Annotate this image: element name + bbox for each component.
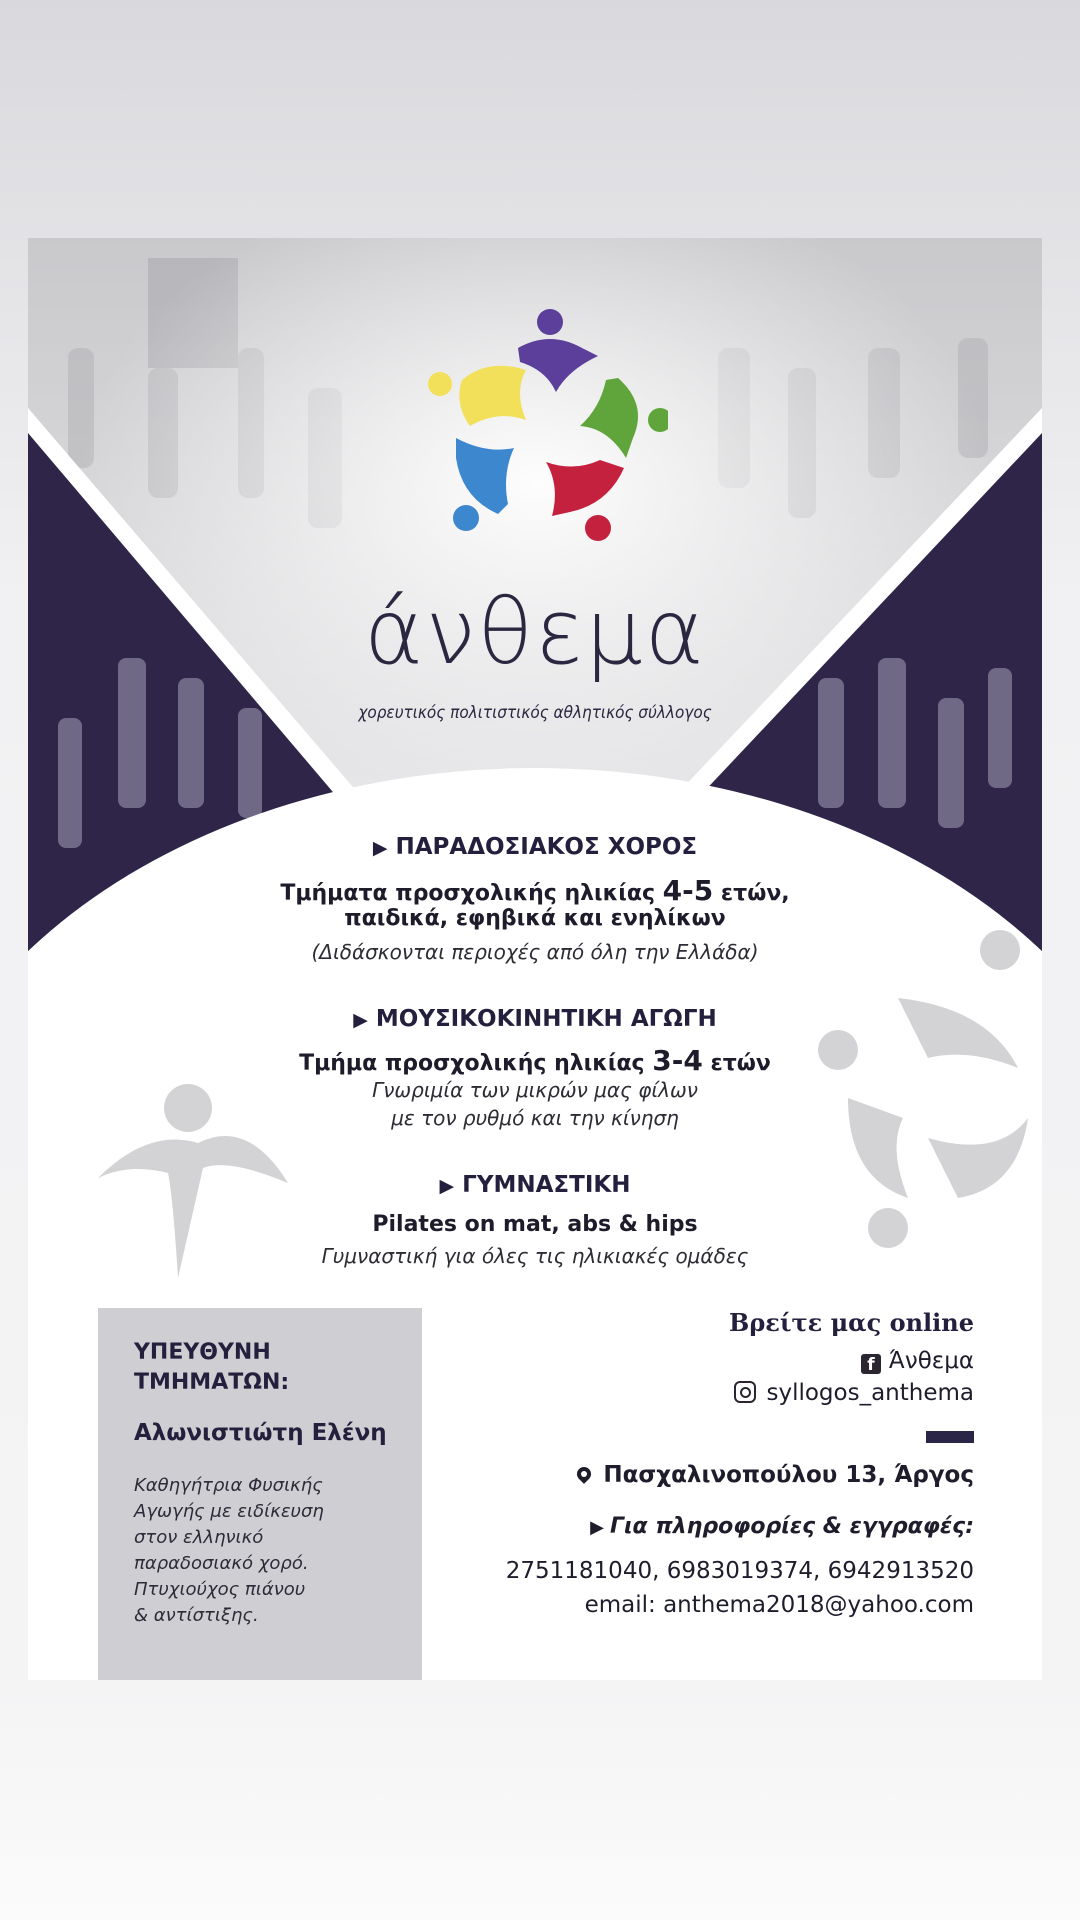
supervisor-heading [134, 1338, 289, 1398]
supervisor-heading-line2: ΤΜΗΜΑΤΩΝ: [134, 1370, 290, 1395]
supervisor-box [98, 1308, 422, 1680]
info-label [590, 1514, 974, 1539]
divider [926, 1431, 974, 1443]
section-traditional-dance-note: (Διδάσκονται περιοχές από όλη την Ελλάδα) [311, 940, 759, 964]
line-text: Τμήμα προσχολικής ηλικίας [299, 1051, 653, 1076]
play-triangle-icon: ▶ [439, 1175, 455, 1197]
play-triangle-icon: ▶ [590, 1517, 604, 1538]
location-pin-icon [574, 1464, 594, 1484]
info-label-text: Για πληροφορίες & εγγραφές: [609, 1514, 974, 1539]
play-triangle-icon: ▶ [372, 837, 388, 859]
poster [28, 238, 1042, 1680]
section-gymnastics-note: Γυμναστική για όλες τις ηλικιακές ομάδες [321, 1244, 749, 1268]
bio-line: στον ελληνικό [134, 1527, 264, 1548]
line-text: ετών, [713, 881, 790, 906]
brand-name: άνθεμα [364, 580, 706, 685]
bio-line: Καθηγήτρια Φυσικής [134, 1475, 323, 1496]
line-text: Τμήματα προσχολικής ηλικίας [280, 881, 663, 906]
section-music-movement-title [28, 1006, 1042, 1032]
section-gymnastics-line1: Pilates on mat, abs & hips [372, 1212, 698, 1237]
section-traditional-dance-title [28, 834, 1042, 860]
bio-line: παραδοσιακό χορό. [134, 1553, 309, 1574]
address-text: Πασχαλινοπούλου 13, Άργος [603, 1462, 974, 1488]
section-traditional-dance-line1 [28, 874, 1042, 907]
bio-line: & αντίστιξης. [134, 1605, 259, 1626]
section-music-movement-note1: Γνωριμία των μικρών μας φίλων [372, 1078, 698, 1102]
bio-line: Αγωγής με ειδίκευση [134, 1501, 324, 1522]
instagram-link[interactable] [734, 1380, 974, 1406]
section-title-text: ΠΑΡΑΔΟΣΙΑΚΟΣ ΧΟΡΟΣ [395, 834, 698, 860]
online-title: Βρείτε μας online [729, 1308, 974, 1337]
section-title-text: ΜΟΥΣΙΚΟΚΙΝΗΤΙΚΗ ΑΓΩΓΗ [375, 1006, 717, 1032]
line-text: ετών [702, 1051, 771, 1076]
section-gymnastics-title [28, 1172, 1042, 1198]
phone-numbers: 2751181040, 6983019374, 6942913520 [505, 1558, 974, 1584]
section-music-movement-line1 [28, 1044, 1042, 1077]
age-range: 3-4 [652, 1044, 703, 1077]
age-range: 4-5 [662, 874, 714, 907]
play-triangle-icon: ▶ [353, 1009, 368, 1031]
section-title-text: ΓΥΜΝΑΣΤΙΚΗ [462, 1172, 631, 1198]
instagram-label: syllogos_anthema [766, 1380, 974, 1406]
instagram-icon [734, 1381, 756, 1403]
supervisor-heading-line1: ΥΠΕΥΘΥΝΗ [134, 1340, 271, 1365]
section-music-movement-note2: με τον ρυθμό και την κίνηση [391, 1106, 679, 1130]
anthema-logo [428, 308, 668, 548]
facebook-label: Άνθεμα [888, 1348, 974, 1374]
supervisor-name: Αλωνιστιώτη Ελένη [134, 1420, 387, 1446]
brand-tagline: χορευτικός πολιτιστικός αθλητικός σύλλογος [358, 703, 712, 723]
facebook-icon: f [861, 1354, 881, 1374]
email-address[interactable]: email: anthema2018@yahoo.com [584, 1592, 974, 1618]
facebook-link[interactable] [861, 1348, 974, 1374]
section-traditional-dance-line2: παιδικά, εφηβικά και ενηλίκων [344, 906, 726, 931]
supervisor-bio [134, 1473, 404, 1629]
bio-line: Πτυχιούχος πιάνου [134, 1579, 306, 1600]
address [577, 1462, 974, 1488]
